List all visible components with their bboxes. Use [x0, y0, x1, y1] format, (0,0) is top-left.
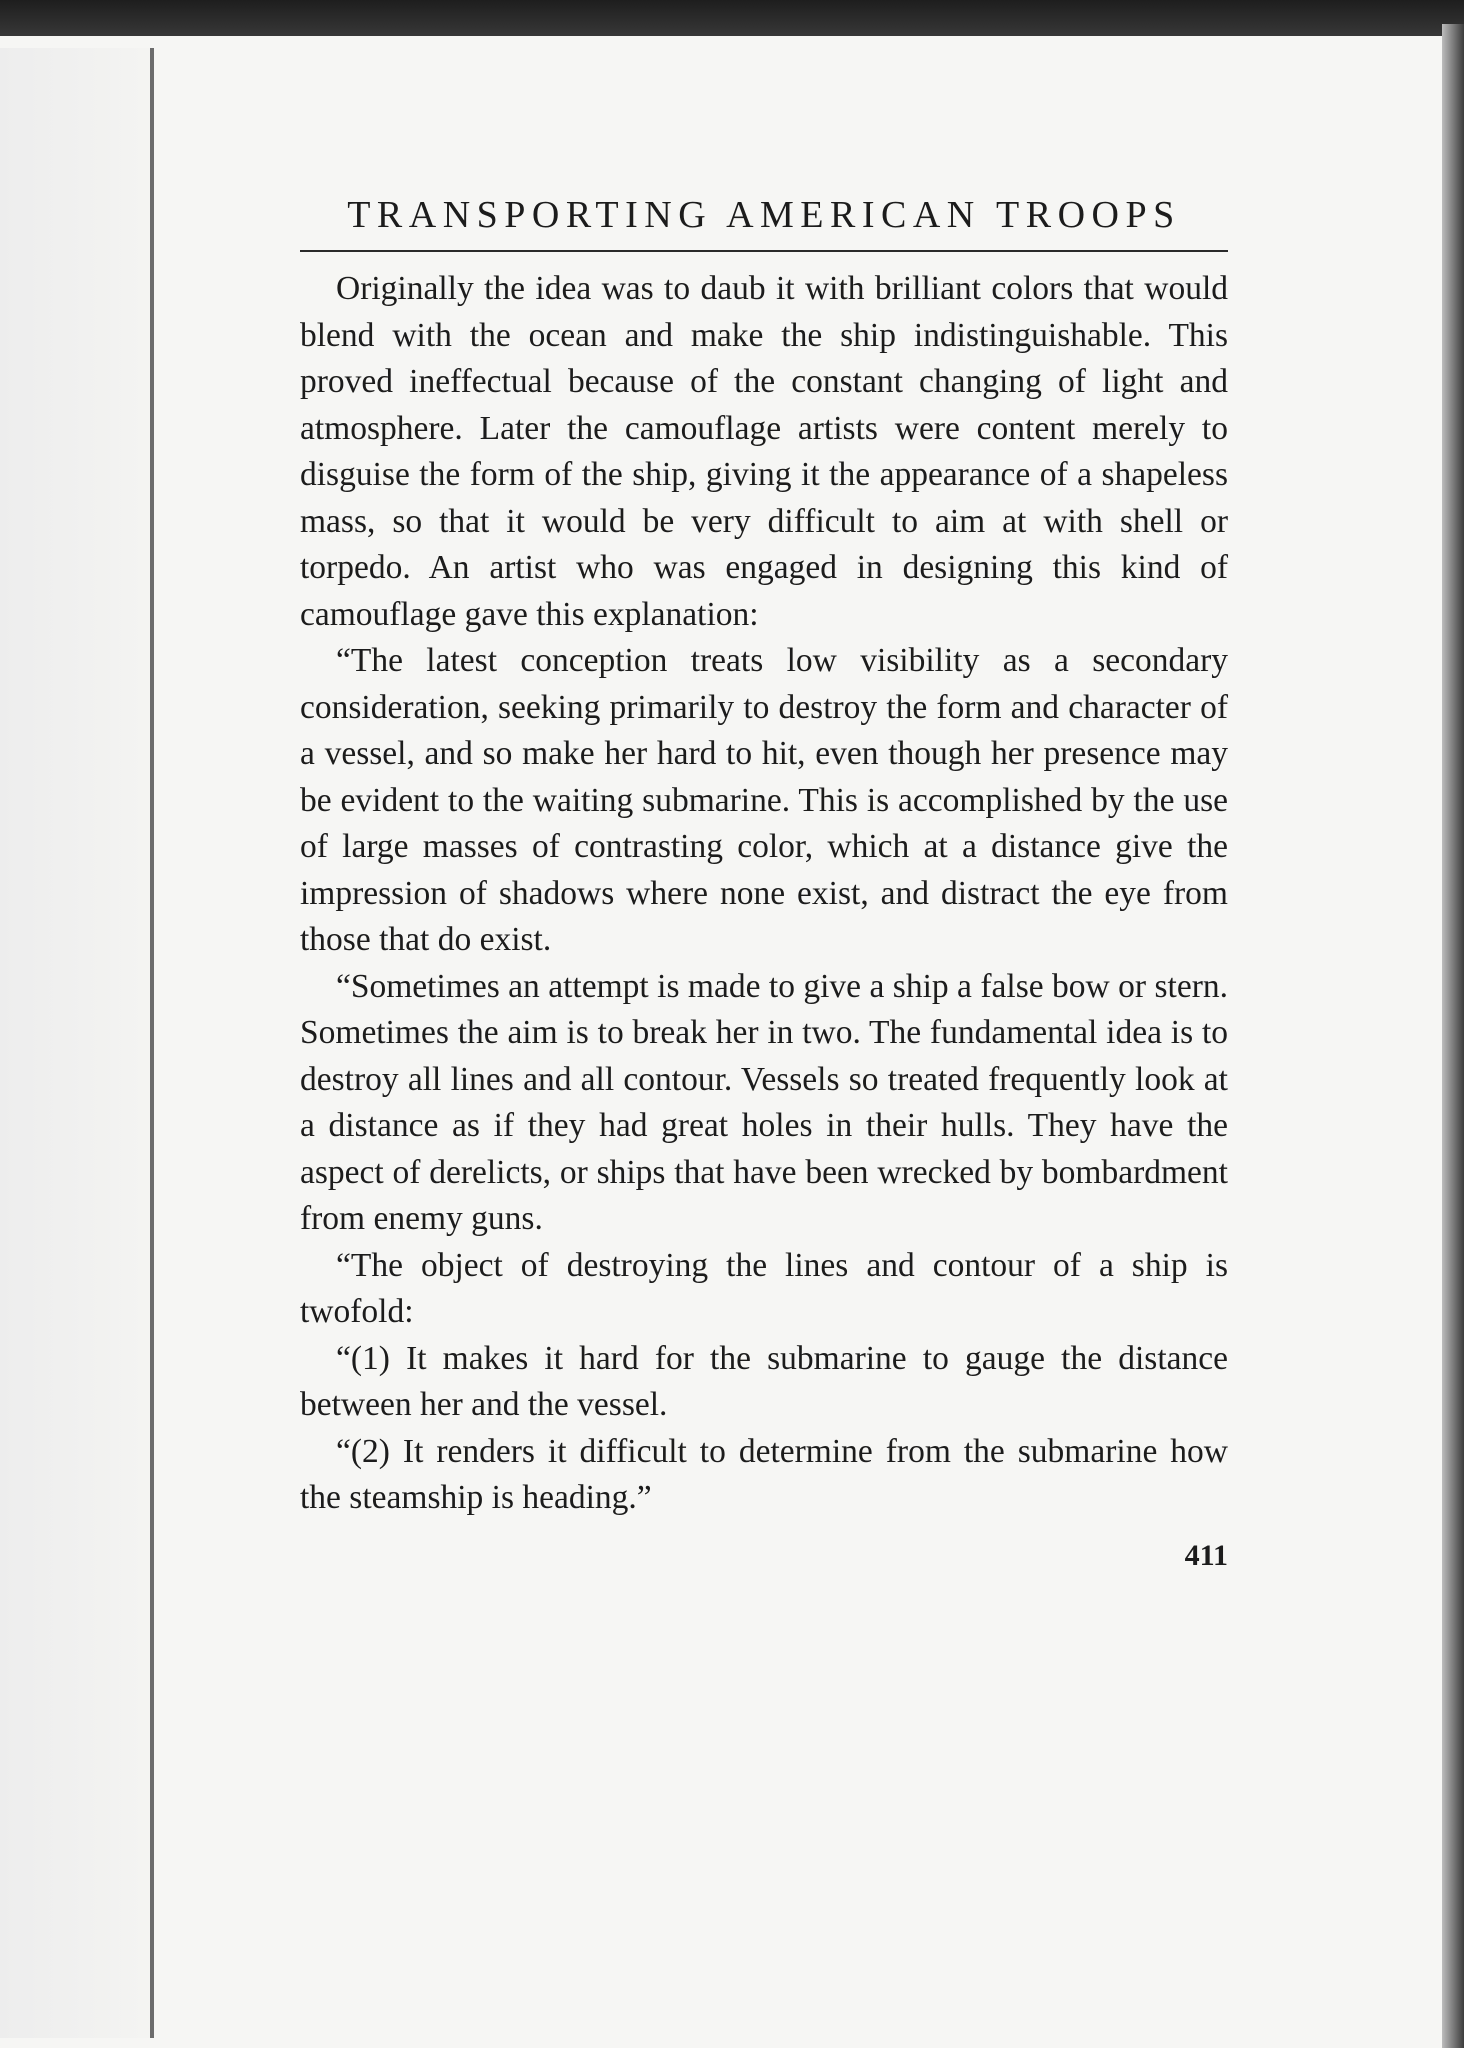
page-number: 411	[1184, 1538, 1228, 1572]
paragraph-latest-conception: “The latest conception treats low visibility as a secondary consideration, seeking primarily to destroy the form and character of a vessel, and so make her hard to hit, even though her presence may be evident to the waiting submarine. This is accomplished by the use of large masses of contrasting color, which at a distance give the impression of shadows where none exist, and distract the eye from those that do exist.	[300, 642, 1228, 958]
running-head: TRANSPORTING AMERICAN TROOPS	[300, 190, 1228, 252]
paragraph-object-twofold: “The object of destroying the lines and contour of a ship is twofold:	[300, 1246, 1228, 1330]
paragraph-point-one: “(1) It makes it hard for the submarine to gauge the distance between her and the vessel.	[300, 1339, 1228, 1423]
binding-line	[150, 48, 154, 2038]
text-block	[300, 190, 1228, 1576]
paragraph-point-two: “(2) It renders it difficult to determine from the submarine how the steamship is heading.”	[300, 1432, 1228, 1516]
paragraph-false-bow: “Sometimes an attempt is made to give a ship a false bow or stern. Sometimes the aim is to break her in two. The fundamental idea is to destroy all lines and all contour. Vessels so treated frequently look at a distance as if they had great holes in their hulls. They have the aspect of derelicts, or ships that have been wrecked by bombardment from enemy guns.	[300, 967, 1228, 1237]
page-right-edge	[1442, 24, 1464, 2048]
binding-gutter	[0, 48, 150, 2038]
scanner-top-edge	[0, 0, 1464, 40]
paragraph-camouflage-history: Originally the idea was to daub it with brilliant colors that would blend with the ocean and make the ship indistinguishable. This proved ineffectual because of the constant changing of light and atmosphere. Later the camouflage artists were content merely to disguise the form of the ship, giving it the appearance of a shapeless mass, so that it would be very difficult to aim at with shell or torpedo. An artist who was engaged in designing this kind of camouflage gave this explanation:	[300, 270, 1228, 633]
